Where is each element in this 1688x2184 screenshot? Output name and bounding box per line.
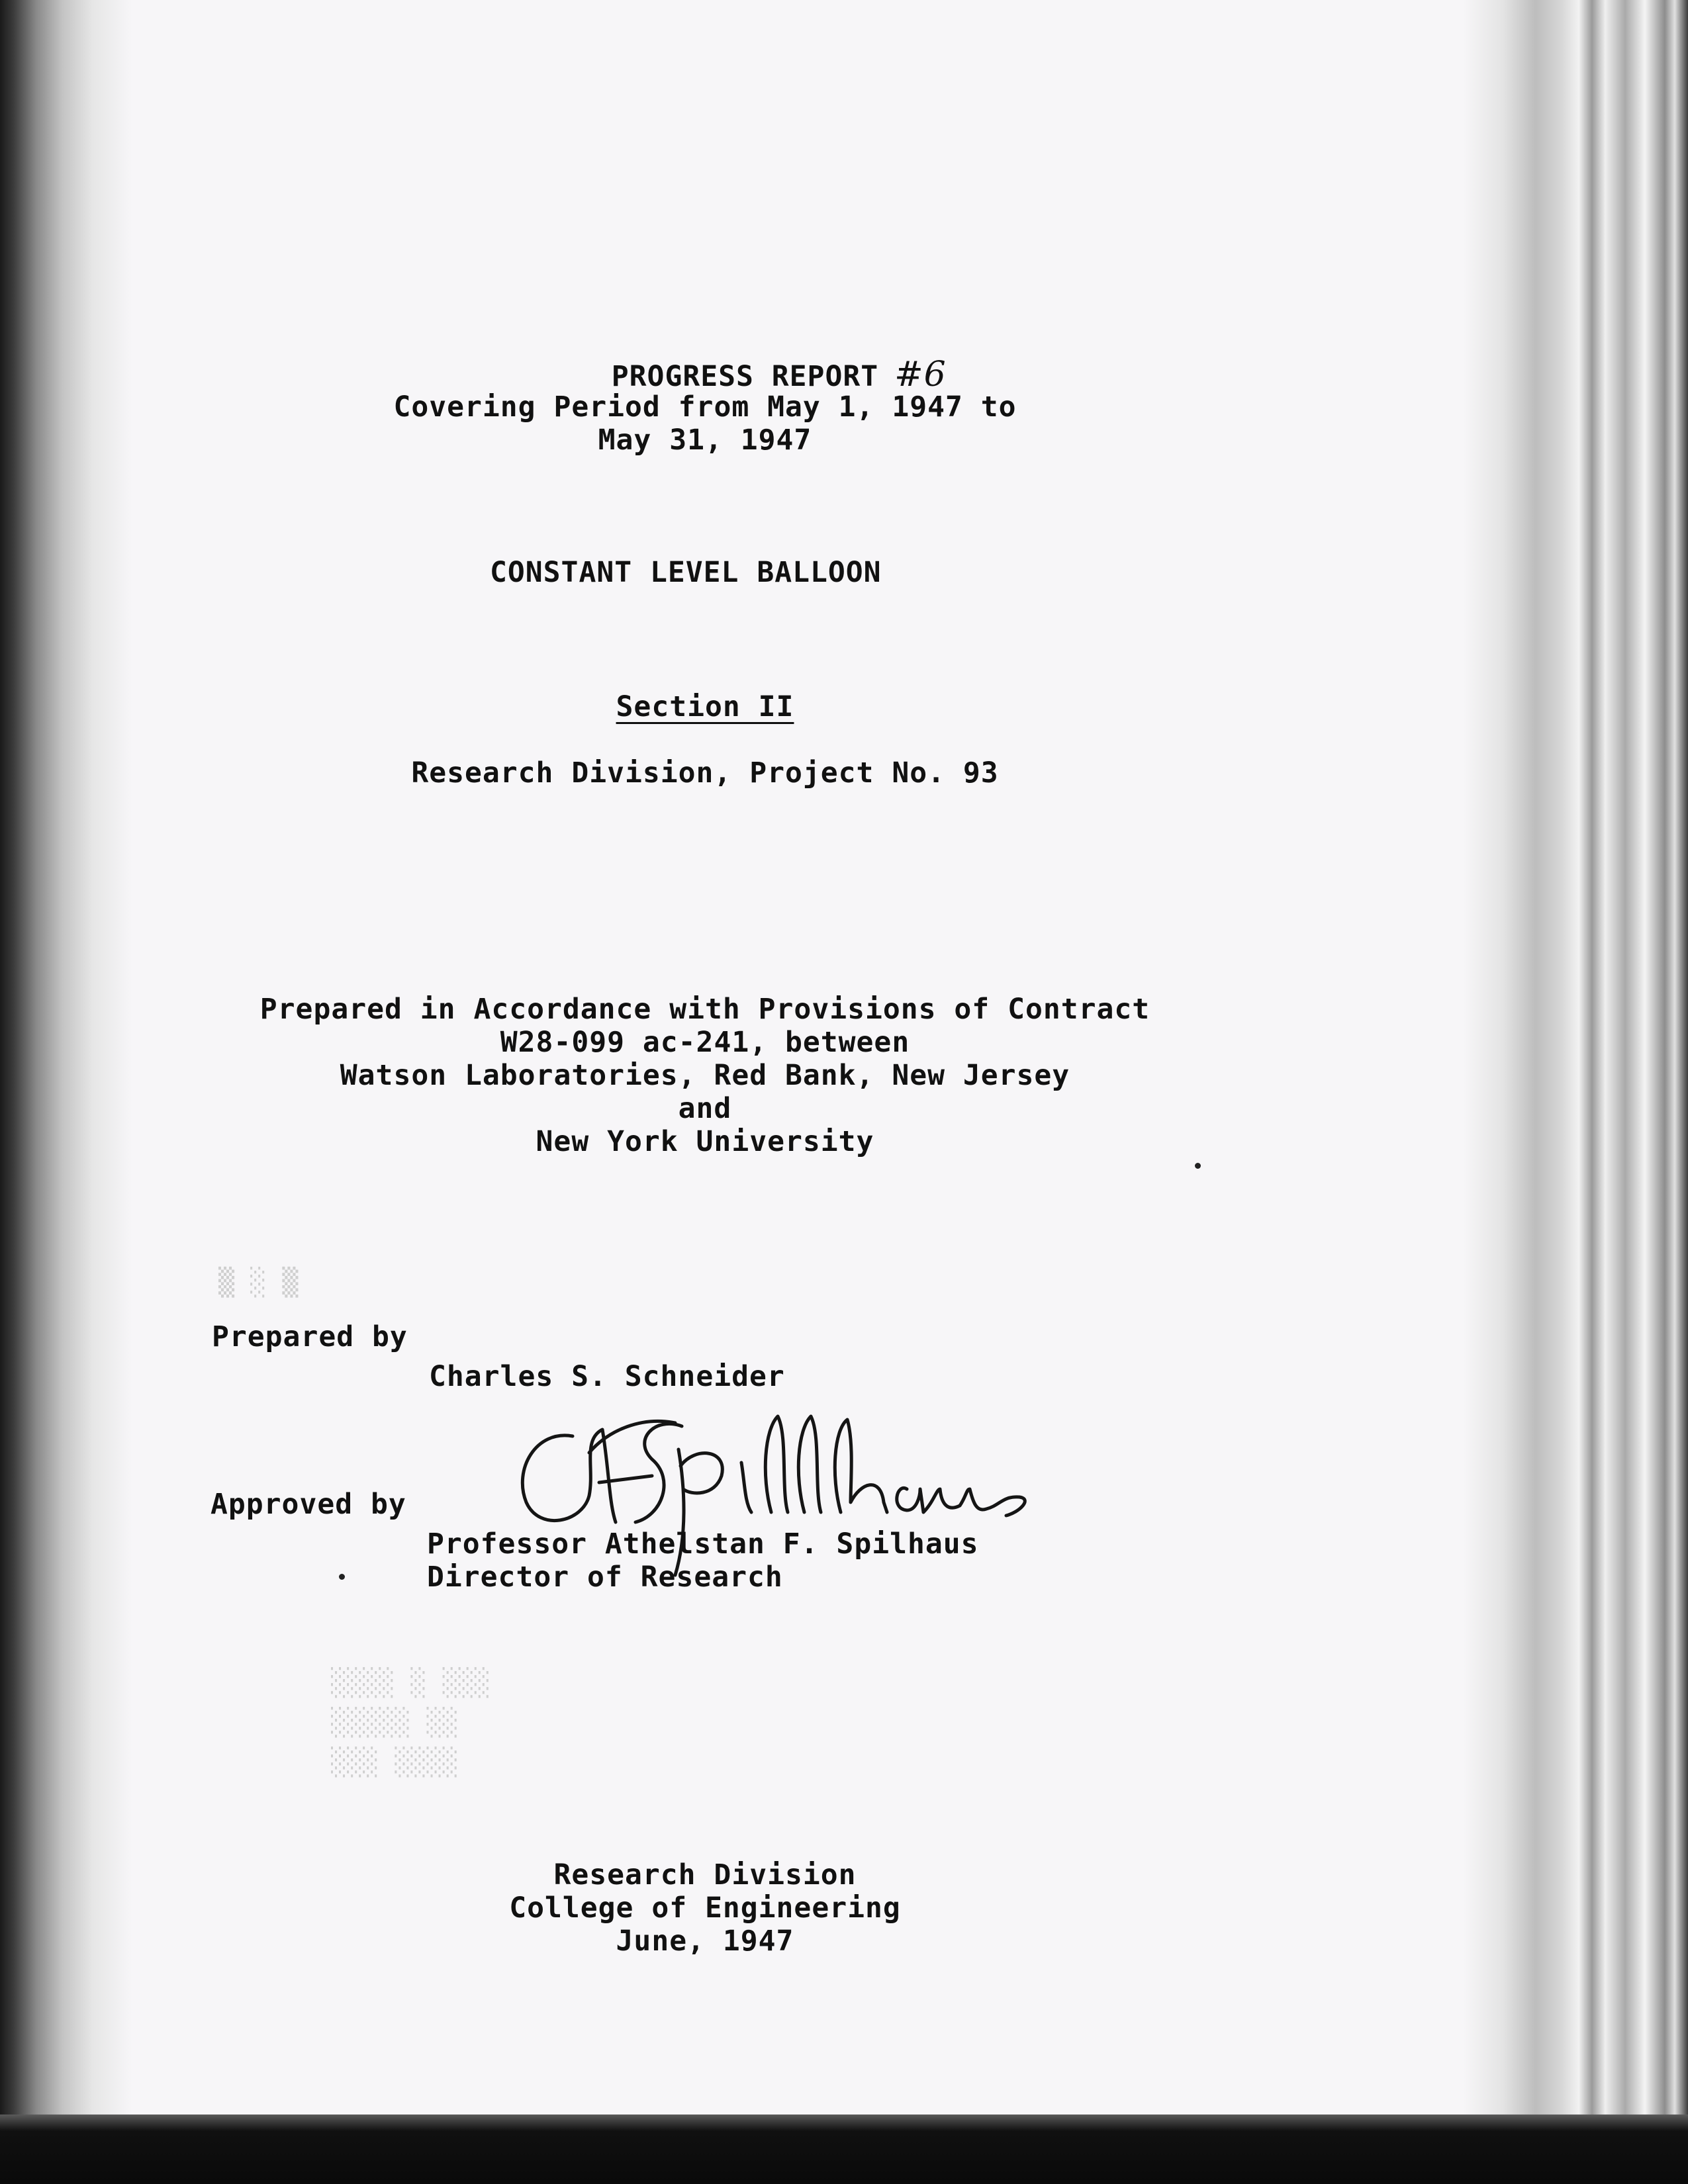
period-line-2: May 31, 1947 — [598, 424, 812, 457]
handwritten-report-number: #6 — [894, 355, 947, 394]
section-heading: Section II — [616, 690, 794, 723]
prepared-by-name: Charles S. Schneider — [429, 1360, 785, 1393]
scan-bottom-bar — [0, 2115, 1688, 2184]
period-line-1: Covering Period from May 1, 1947 to — [393, 390, 1017, 424]
footer-line-1: Research Division — [553, 1858, 857, 1891]
footer-line-3: June, 1947 — [616, 1925, 794, 1958]
contract-line-2: W28-099 ac-241, between — [500, 1026, 910, 1059]
contract-line-3: Watson Laboratories, Red Bank, New Jersey — [340, 1059, 1070, 1092]
scan-right-page-edges — [1463, 0, 1688, 2118]
bleed-through-mark: ▒ ░ ▒ — [218, 1267, 299, 1298]
contract-line-4: and — [678, 1092, 732, 1125]
stray-dot — [1195, 1163, 1201, 1169]
report-subject: CONSTANT LEVEL BALLOON — [490, 556, 882, 589]
project-line: Research Division, Project No. 93 — [411, 756, 999, 790]
contract-line-5: New York University — [536, 1125, 874, 1158]
bleed-through-mark: ░░░░ ░ ░░░ — [331, 1668, 491, 1698]
approved-by-title: Director of Research — [427, 1561, 783, 1594]
approved-by-name: Professor Athelstan F. Spilhaus — [427, 1527, 979, 1561]
bleed-through-mark: ░░░░░ ░░ — [331, 1707, 459, 1738]
report-title: PROGRESS REPORT — [611, 360, 879, 393]
contract-line-1: Prepared in Accordance with Provisions of Contract — [259, 993, 1150, 1026]
bleed-through-mark: ░░░ ░░░░ — [331, 1747, 459, 1778]
stray-dot — [339, 1574, 345, 1580]
report-title-line — [576, 322, 947, 394]
approved-by-label: Approved by — [211, 1488, 406, 1521]
prepared-by-label: Prepared by — [212, 1320, 408, 1353]
footer-line-2: College of Engineering — [509, 1891, 901, 1925]
